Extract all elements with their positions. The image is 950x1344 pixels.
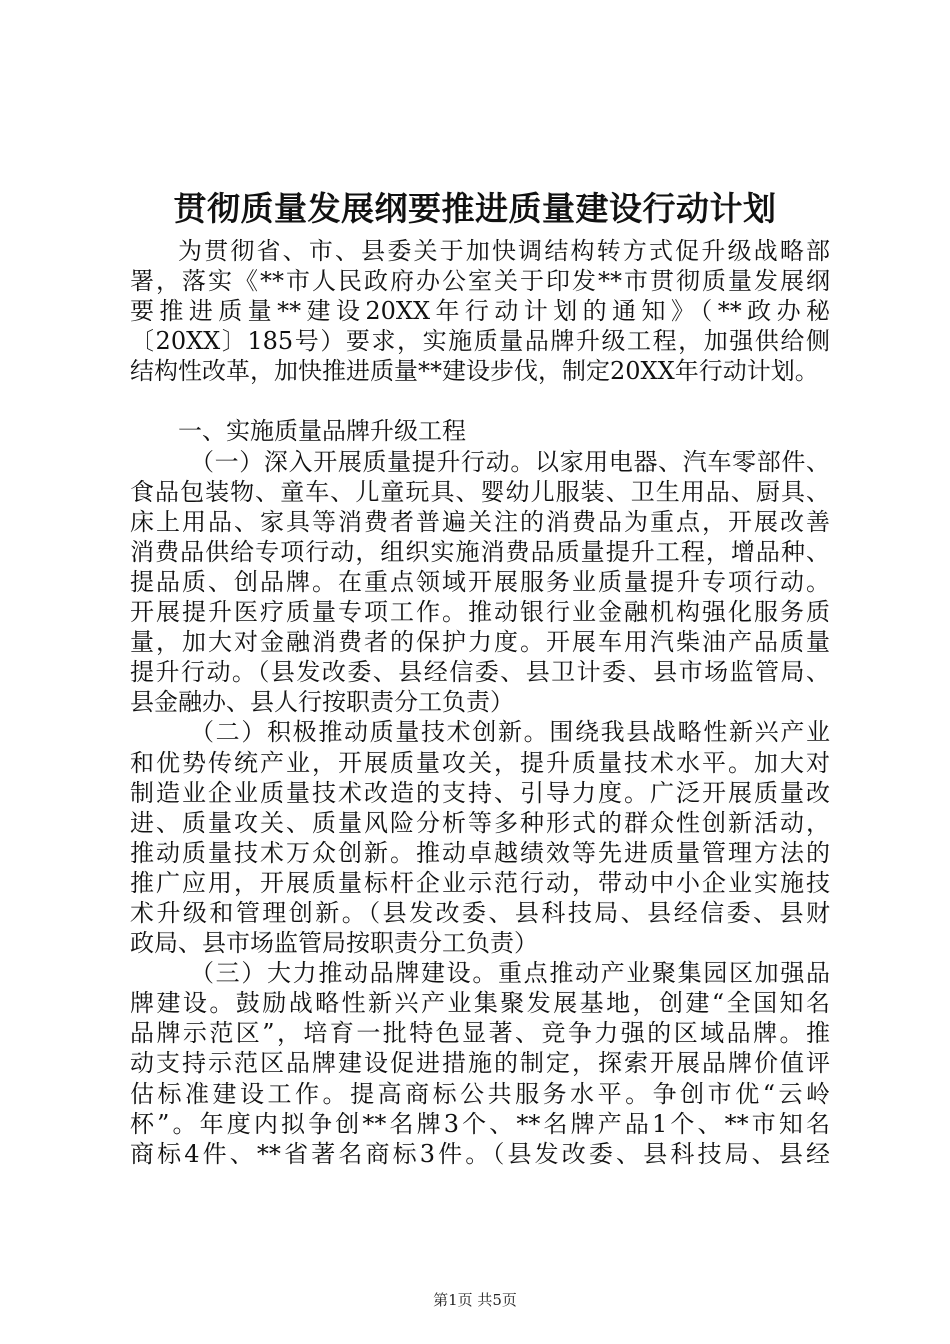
paragraph-line: 量，加大对金融消费者的保护力度。开展车用汽柴油产品质量: [130, 628, 830, 657]
paragraph-line: 要推进质量**建设20XX年行动计划的通知》（**政办秘: [130, 297, 830, 326]
paragraph-line: 品牌示范区”，培育一批特色显著、竞争力强的区域品牌。推: [130, 1019, 830, 1048]
subsection-paragraph-2: [130, 717, 830, 958]
paragraph-spacer: [130, 386, 830, 416]
paragraph-line: 为贯彻省、市、县委关于加快调结构转方式促升级战略部: [178, 237, 830, 265]
paragraph-line: 提品质、创品牌。在重点领域开展服务业质量提升专项行动。: [130, 567, 830, 596]
paragraph-line: 食品包装物、童车、儿童玩具、婴幼儿服装、卫生用品、厨具、: [130, 477, 830, 506]
paragraph-line: 和优势传统产业，开展质量攻关，提升质量技术水平。加大对: [130, 748, 830, 777]
paragraph-line: 估标准建设工作。提高商标公共服务水平。争创市优“云岭: [130, 1079, 830, 1108]
paragraph-line: 县金融办、县人行按职责分工负责）: [130, 688, 514, 717]
paragraph-line: 推动质量技术万众创新。推动卓越绩效等先进质量管理方法的: [130, 838, 830, 867]
document-title: 贯彻质量发展纲要推进质量建设行动计划: [173, 189, 777, 228]
paragraph-line: （二）积极推动质量技术创新。围绕我县战略性新兴产业: [190, 718, 830, 747]
paragraph-line: 制造业企业质量技术改造的支持、引导力度。广泛开展质量改: [130, 778, 830, 807]
section-heading: [130, 416, 830, 446]
paragraph-line: 商标4件、**省著名商标3件。（县发改委、县科技局、县经: [130, 1139, 830, 1168]
paragraph-line: 床上用品、家具等消费者普遍关注的消费品为重点，开展改善: [130, 507, 830, 536]
subsection-paragraph-1: [130, 447, 830, 718]
paragraph-line: 消费品供给专项行动，组织实施消费品质量提升工程，增品种、: [130, 537, 830, 566]
paragraph-line: 牌建设。鼓励战略性新兴产业集聚发展基地，创建“全国知名: [130, 989, 830, 1018]
paragraph-line: （三）大力推动品牌建设。重点推动产业聚集园区加强品: [190, 959, 830, 988]
page-footer: 第1页 共5页: [433, 1291, 517, 1309]
document-body: [130, 236, 830, 1169]
paragraph-line: 〔20XX〕185号）要求，实施质量品牌升级工程，加强供给侧: [130, 327, 830, 356]
paragraph-line: 推广应用，开展质量标杆企业示范行动，带动中小企业实施技: [130, 868, 830, 897]
paragraph-line: 杯”。年度内拟争创**名牌3个、**名牌产品1个、**市知名: [130, 1109, 830, 1138]
paragraph-line: 结构性改革，加快推进质量**建设步伐，制定20XX年行动计划。: [130, 357, 819, 386]
paragraph-line: 进、质量攻关、质量风险分析等多种形式的群众性创新活动，: [130, 808, 830, 837]
paragraph-line: 政局、县市场监管局按职责分工负责）: [130, 929, 538, 958]
paragraph-line: 动支持示范区品牌建设促进措施的制定，探索开展品牌价值评: [130, 1049, 830, 1078]
intro-paragraph: [130, 236, 830, 386]
paragraph-line: 提升行动。（县发改委、县经信委、县卫计委、县市场监管局、: [130, 658, 830, 687]
paragraph-line: 开展提升医疗质量专项工作。推动银行业金融机构强化服务质: [130, 598, 830, 627]
paragraph-line: 术升级和管理创新。（县发改委、县科技局、县经信委、县财: [130, 898, 830, 927]
section-heading-text: 一、实施质量品牌升级工程: [178, 417, 466, 446]
paragraph-line: 署，落实《**市人民政府办公室关于印发**市贯彻质量发展纲: [130, 267, 830, 296]
subsection-paragraph-3: [130, 958, 830, 1169]
paragraph-line: （一）深入开展质量提升行动。以家用电器、汽车零部件、: [190, 447, 830, 476]
